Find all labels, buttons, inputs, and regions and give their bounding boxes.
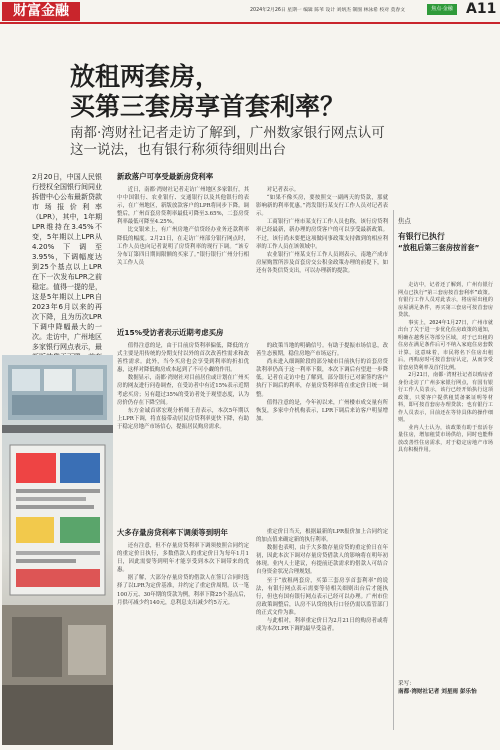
article-paragraph: 的政策当地的明确信号。有助于提振市场信息，改善生态预期，稳住房地产市场运行。: [256, 343, 388, 358]
article-paragraph: 值得注意的是，由于目前房贷利率偏低，降低的方式主要是用传统的分期支付以外的首次改善性需求和改善性需求。此外，当今买房也会享受到利率的折扣优惠，这样对降低购房成本起到了不可小觑的作用。: [117, 343, 249, 374]
article-paragraph: 东方金诚首席宏观分析师王青表示，本次5年期以上LPR下调，将直接带动居民房贷利率更快下降，有助于稳定房地产市场信心，提振居民购房需求。: [117, 407, 249, 430]
article-paragraph: 近日，南都·湾财社记者走访广州地区多家银行，其中中国银行、农业银行、交通银行以及其他银行的表示，在广州地区，新版放款客户的LPR将同步下降。调整后，广州首套房贷利率最低可降至3.65%，二套房贷利率最低可降至4.25%。: [117, 187, 249, 226]
dateline: 2024年2月26日 星期一 编辑 陈苇 设计 刘炳杰 制图 林泳希 校对 莫春文: [250, 8, 406, 13]
article-paragraph: 据了解，大部分存量房贷的借款人在签订合同时选择了以LPR为定价基准，并约定了重定价周期。以一笔100万元、30年期的贷款为例，利率下降25个基点后，月供可减少约140元，总利息支出减少约5万元。: [117, 575, 249, 606]
article-paragraph: 还有注意，但不存量房贷利率下调须按照合同约定的重定价日执行，多数借款人的重定价日为每年1月1日，因此需要等到明年才能享受到本次下调带来的优惠。: [117, 543, 249, 574]
article-subhead-1: 新政落户可享受最新房贷利率: [117, 172, 214, 181]
sidebar-body: [398, 282, 493, 455]
sidebar-heading: [398, 231, 493, 253]
article-subhead-3: 大多存量房贷利率下调须等到明年: [117, 528, 228, 537]
article-paragraph: 至于“放租两套房，买第三套房享首套利率”的说法，有银行网点表示需要等待相关细则出台后才能执行，但也有国有银行网点表示已经可以办理。广州市住房政策调整后，认房不认贷的执行口径仍需以监管部门的正式文件为准。: [256, 577, 388, 616]
subheadline-line-1: 南都·湾财社记者走访了解到，广州数家银行网点认可: [70, 125, 385, 141]
sidebar-divider: [393, 210, 394, 730]
section-label-badge: 焦点·金融: [427, 4, 457, 15]
article-paragraph: 比交银来上，有广州房地产信贷经办业务还款利率降低的幅度。2月21日，在走访广州部分银行网点时，工作人员也向记者说明了房贷利率的现行下调。“该专分布订第四日期间限额的买家了。”银行银行广州分行相关工作人员: [117, 227, 249, 266]
article-paragraph: 数据也表明，由于大多数存量房贷的重定价日在年初，因此本次下调对存量房贷借款人的影响将在明年初体现。业内人士建议，有提前还款需求的借款人可结合自身资金状况合理规划。: [256, 545, 388, 576]
article-paragraph: 数据显示，南都·湾财社对目前居住或计划在广州买房的网友进行问卷调查，在受访者中有近15%表示近期考虑买房；另有超过35%的受访者处于观望态度，认为房价仍存在下降空间。: [117, 375, 249, 406]
article-column-2: [256, 186, 388, 275]
byline-label: 采写：: [398, 681, 415, 687]
sidebar-paragraph: 事实上，2024年1月27日，广州市就出台了关于进一步优化住房政策的通知，明确在越秀区等部分区域，对于已出租的住房在满足条件后可不纳入家庭住房套数计算。这意味着，市民将名下住房出租后，再购房时可按首套房认定，从而享受首套房贷利率及首付比例。: [398, 319, 493, 371]
byline-authors: 南都·湾财社记者 刘星雨 彭乐怡: [398, 689, 477, 695]
subheadline-line-2: 这一说法，也有银行称须待细则出台: [70, 142, 286, 158]
subheadline: [70, 125, 470, 159]
sidebar-paragraph: 走访中，记者还了解到，广州有银行网点已执行“第三套房按首套利率”政策。有银行工作人员对此表示，将房屋出租的房屋满足条件，再买第三套房可按首套房贷款。: [398, 282, 493, 318]
article-paragraph: 值得注意的是，今年初以来，广州楼市成交量有所恢复，多家中介机构表示，LPR下调后来访客户明显增加。: [256, 399, 388, 422]
article-column-5: [117, 528, 249, 607]
focus-label: 焦点: [398, 217, 411, 225]
article-paragraph: 尚未进入细调阶段的部分城市目前执行的首套房贷款利率仍高于这一利率下限，本次下调后有望进一步降低。记者在走访中也了解到，部分银行已对新签约客户执行下调后的利率，存量房贷利率将在重定价日统一调整。: [256, 359, 388, 398]
sidebar-paragraph: 2月21日，南都·湾财社记者以购房者身份走访了广州多家银行网点，有国有银行工作人员表示，该行已经开始执行这项政策，只要客户提供租赁备案证明等材料，即可按首套房办理贷款；也有银行工作人员表示，目前还在等待具体的操作细则。: [398, 372, 493, 423]
article-paragraph: “如果不像买房，要按照交一副两天的贷款，那就影响新的利率优惠。”湾发银行某支行工作人员对记者表示。: [256, 195, 388, 218]
byline: [398, 680, 493, 696]
article-paragraph: 对记者表示。: [266, 187, 300, 193]
section-tag: 财富金融: [2, 2, 80, 21]
article-subhead-2: 近15%受访者表示近期考虑买房: [117, 328, 224, 337]
article-column-3: [117, 328, 249, 431]
article-column-4: [256, 342, 388, 423]
lead-paragraph: 2月20日，中国人民银行授权全国银行间同业拆借中心公布最新贷款市场报价利率（LPR），其中，1年期LPR维持在3.45%不变，5年期以上LPR从4.20%下调至3.95%，下调幅度达到25个基点以上LPR在下一次发布LPR之前稳定。值得一提的是，这是5年期以上LPR自2023年6月以来的再次下降，且为历次LPR下调中降幅最大的一次。走访中，广州地区多家银行网点表示，最: [32, 173, 102, 351]
article-column-6: [256, 528, 388, 633]
page-number: A11: [466, 1, 497, 17]
article-paragraph: 与此相对，利率重定价日为2月21日的购房者或将成为本次LPR下调的最早受益者。: [256, 618, 388, 633]
sidebar-heading-line-2: “放租后第三套房按首套”: [398, 243, 480, 252]
sidebar-heading-line-1: 有银行已执行: [398, 232, 445, 241]
article-column-1: [117, 172, 249, 267]
article-paragraph: 农业银行广州某支行工作人员则表示，南地产成市房屋购置所涉及首套房交公积金政策办理的前提下，如还有各类信贷支出，可以办理新的提款。: [256, 251, 388, 274]
headline-line-1: 放租两套房，: [70, 62, 221, 91]
article-paragraph: 重定价日当天，根据最新的LPR报价加上合同约定的加点值来确定新的执行利率。: [256, 529, 388, 544]
page-header: [0, 0, 500, 24]
article-paragraph: 工商银行广州市某支行工作人员也称，该行房贷利率已经最新，新办理的房贷客户的可以享受最新政策。不过，该行尚未要把这项做同事政策支持做到的相应利率的工作人员在该领域中。: [256, 219, 388, 250]
bank-window-photo: [2, 355, 113, 745]
sidebar-paragraph: 业内人士认为，该政策有助于盘活存量住房，增加租赁市场供给，同时也能释放改善性住房需求，对于稳定房地产市场具有积极作用。: [398, 424, 493, 453]
headline: [70, 62, 490, 122]
headline-line-2: 买第三套房享首套利率？: [70, 92, 346, 121]
